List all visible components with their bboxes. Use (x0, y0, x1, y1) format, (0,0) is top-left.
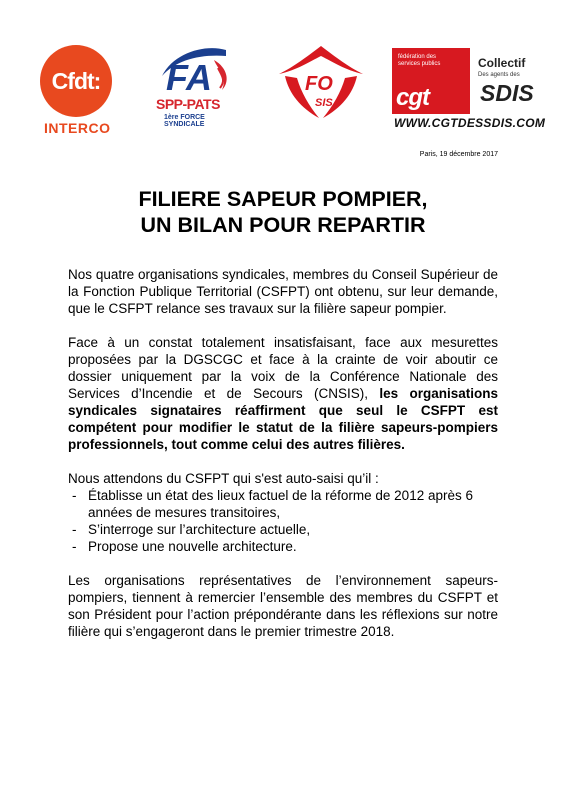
fa-logo-name: SPP-PATS (156, 96, 220, 112)
document-title (0, 186, 566, 238)
paragraph-4: Les organisations représentatives de l’environnement sapeurs-pompiers, tiennent à remercier l’ensemble des membres du CSFPT et son Président pour l’action prépondérante dans les réflexions sur notre filière qui s’engageront dans le premier trimestre 2018. (68, 573, 498, 639)
cfdt-logo (38, 40, 120, 142)
document-body (68, 266, 498, 657)
cgt-sdis: SDIS (480, 80, 534, 106)
cgt-url: WWW.CGTDESSDIS.COM (394, 116, 546, 130)
title-line-1: FILIERE SAPEUR POMPIER, (138, 187, 428, 211)
fa-logo-mark (156, 46, 236, 96)
cgt-sdis-logo (392, 46, 546, 136)
fo-text: FO (305, 73, 333, 95)
cgt-federation: fédération des services publics (398, 54, 441, 67)
cgt-agents: Des agents des (478, 72, 520, 78)
cfdt-logo-sub: INTERCO (44, 120, 111, 136)
title-line-2: UN BILAN POUR REPARTIR (140, 213, 426, 237)
paragraph-2-bold: les organisations syndicales signataires réaffirment que seul le CSFPT est compétent pour modifier le statut de la filière sapeurs-pompiers professionnels, tout comme celui des autres filières. (68, 386, 498, 452)
cfdt-logo-circle: Cfdt: (40, 45, 112, 117)
fo-sis-logo-graphic (275, 44, 367, 122)
cgt-logo-box (392, 48, 470, 114)
svg-text:FA: FA (166, 57, 213, 96)
cgt-logo-text: cgt (396, 84, 429, 111)
list-item: - Propose une nouvelle architecture. (72, 539, 297, 554)
logo-bar (38, 40, 546, 140)
paragraph-2-plain: Face à un constat totalement insatisfaisant, face aux mesurettes proposées par la DGSCGC et face à la crainte de voir aboutir ce dossier uniquement par la voix de la Conférence Nationale des Services d’Incendie et de Secours (CNSIS), (68, 335, 498, 401)
document-date: Paris, 19 décembre 2017 (419, 151, 498, 158)
fa-spp-pats-logo (150, 46, 242, 138)
paragraph-2 (68, 334, 498, 453)
fo-sis-logo (275, 44, 367, 122)
fa-logo-tag: 1ère FORCE SYNDICALE (164, 114, 205, 128)
paragraph-1: Nos quatre organisations syndicales, membres du Conseil Supérieur de la Fonction Publique Territorial (CSFPT) ont obtenu, sur leur demande, que le CSFPT relance ses travaux sur la filière sapeur pompier. (68, 267, 498, 316)
sis-text: SIS (315, 97, 333, 109)
list-item: - Établisse un état des lieux factuel de la réforme de 2012 après 6 années de mesures transitoires, (72, 488, 473, 520)
expectations-list (68, 487, 498, 555)
cgt-collectif: Collectif (478, 56, 526, 70)
paragraph-3-intro: Nous attendons du CSFPT qui s'est auto-saisi qu’il : (68, 471, 379, 486)
list-item: - S’interroge sur l’architecture actuelle, (72, 522, 311, 537)
